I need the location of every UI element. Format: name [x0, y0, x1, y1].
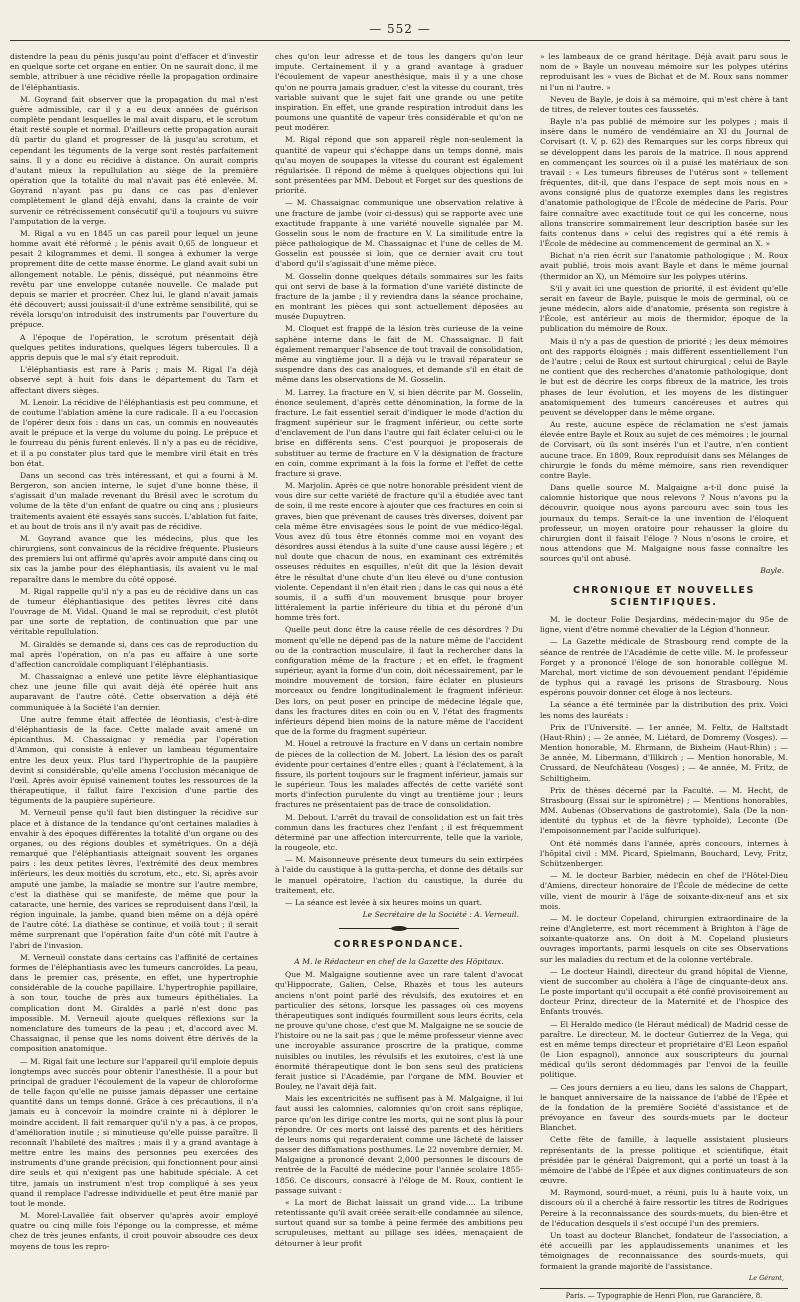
paragraph: » les lambeaux de ce grand héritage. Déjà avait paru sous le nom de » Bayle un nouveau mémoire sur les polypes utérins reproduisant les » vues de Bichat et de M. Roux sans nommer ni l'un ni l'autre. » [540, 52, 788, 92]
column-2 [275, 52, 523, 1248]
paragraph: Cette fête de famille, à laquelle assistaient plusieurs représentants de la presse politique et scientifique, était présidée par le général Daigremont, qui a porté un toast à la mémoire de l'abbé de l'Épée et aux dignes continuateurs de son œuvre. [540, 1135, 788, 1186]
paragraph: « La mort de Bichat laissait un grand vide.... La tribune retentissante qu'il avait créée serait-elle condamnée au silence, surtout quand sur sa tombe à peine fermée des ambitions peu scrupuleuses, mettant au pillage ses idées, menaçaient de détourner à leur profit [275, 1197, 523, 1248]
paragraph: — La séance est levée à six heures moins un quart. [285, 897, 483, 907]
paragraph: Prix de thèses décerné par la Faculté. — M. Hecht, de Strasbourg (Essai sur le spiromètre) ; — Mentions honorables, MM. Aubenas (Observations de gastrotomie), Sala (De la non-identité du typhus et de la fièvre typhoïde), Leconte (De l'empoisonnement par l'acide sulfurique). [540, 785, 788, 836]
paragraph: S'il y avait ici une question de priorité, il est évident qu'elle serait en faveur de Bayle, puisque le mois de germinal, où ce jeune médecin, alors aide d'anatomie, présenta son registre à l'École, est antérieur au mois de thermidor, époque de la publication du mémoire de Roux. [540, 283, 788, 334]
chronique-heading: CHRONIQUE ET NOUVELLES SCIENTIFIQUES. [573, 584, 755, 609]
paragraph: — La Gazette médicale de Strasbourg rend compte de la séance de rentrée de l'Académie de cette ville. M. le professeur Forget y a prononcé l'éloge de son honorable collègue M. Marchal, mort victime de son dévouement pendant l'épidémie de typhus qui a ravagé les prisons de Strasbourg. Nous espérons pouvoir donner cet éloge à nos lecteurs. [540, 637, 788, 698]
paragraph: M. Giraldès se demande si, dans ces cas de reproduction du mal après l'opération, on n'a pas eu affaire à une sorte d'affection cancroïdale compliquant l'éléphantiasis. [10, 639, 258, 669]
paragraph: Ont été nommés dans l'année, après concours, internes à l'hôpital civil : MM. Picard, Spielmann, Bouchard, Levy, Fritz, Schützenberger. [540, 838, 788, 868]
paragraph: M. Gosselin donne quelques détails sommaires sur les faits qui ont servi de base à la formation d'une variété distincte de fracture de la jambe ; il y reviendra dans la séance prochaine, en montrant les pièces qui sont actuellement déposées au musée Dupuytren. [275, 271, 523, 322]
paragraph: M. Rigal répond que son appareil règle non-seulement la quantité de vapeur qui s'échappe dans un temps donné, mais qu'au moyen de soupapes la vitesse du courant est également régularisée. Il répond de même à quelques objections qui lui sont présentées par MM. Debout et Forget sur des questions de priorité. [275, 135, 523, 196]
column-1 [10, 52, 258, 1251]
paragraph: M. Verneuil pense qu'il faut bien distinguer la récidive sur place et à distance de la tendance qu'ont certaines maladies à envahir à des époques différentes la totalité d'un organe ou des organes, ou des régions doubles et symétriques. On a déjà remarqué que l'éléphantiasis atteignait souvent les organes pairs : les deux petites lèvres, l'extrémité des deux membres inférieurs, les deux moitiés du scrotum, etc., etc. Si, après avoir amputé une jambe, la maladie se montre sur l'autre membre, c'est la diathèse qui se manifeste, de même que pour la cataracte, une hernie, des varices se reproduisent dans l'œil, la région inguinale, la jambe, quand bien même on a déjà opéré de l'autre côté. La diathèse se continue, et voilà tout ; il serait même surprenant que l'opération faite d'un côté mît l'autre à l'abri de l'invasion. [10, 808, 258, 950]
paragraph: Dans quelle source M. Malgaigne a-t-il donc puisé la calomnie historique que nous relevons ? Nous n'avons pu la découvrir, quoique nous ayons parcouru avec soin tous les journaux du temps. Serait-ce la une invention de l'éloquent professeur, un moyen oratoire pour rehausser la gloire du chirurgien dont il faisait l'éloge ? Nous n'osons le croire, et nous attendons que M. Malgaigne nous fasse connaître les sources qu'il ont abusé. [540, 483, 788, 564]
paragraph: — M. Maisonneuve présente deux tumeurs du sein extirpées à l'aide du caustique à la gutta-percha, et donne des détails sur le manuel opératoire, l'action du caustique, la durée du traitement, etc. [275, 855, 523, 895]
paragraph: M. Debout. L'arrêt du travail de consolidation est un fait très commun dans les fractures chez l'enfant ; il est fréquemment déterminé par une affection intercurrente, telle que la variole, la rougeole, etc. [275, 812, 523, 853]
paragraph: M. Larrey. La fracture en V, si bien décrite par M. Gosselin, énonce seulement, d'après cette dénomination, la forme de la fracture. Le fait essentiel serait d'indiquer le mode d'action du fragment supérieur sur le fragment inférieur, ou cette sorte d'enclavement de l'un dans l'autre qui fait éclater celui-ci ou le brise en différents sens. C'est pourquoi je proposerais de substituer au terme de fracture en V la désignation de fracture en coin, comme exprimant à la fois la forme et l'effet de cette fracture si grave. [275, 387, 523, 478]
paragraph: Dans un second cas très intéressant, et qui a fourni à M. Bergeron, son ancien interne, le sujet d'une bonne thèse, il s'agissait d'un malade revenant du Brésil avec le scrotum du volume de la tête d'un enfant de quatre ou cinq ans ; plusieurs traitements avaient été essayés sans succès. L'ablation fut faite, et au bout de trois ans il n'y avait pas de récidive. [10, 470, 258, 531]
paragraph: — M. le docteur Barbier, médecin en chef de l'Hôtel-Dieu d'Amiens, directeur honoraire de l'École de médecine de cette ville, vient de mourir à l'âge de soixante-dix-neuf ans et six mois. [540, 871, 788, 911]
footer-rule [540, 1288, 788, 1289]
paragraph: — Le docteur Haindl, directeur du grand hôpital de Vienne, vient de succomber au choléra à l'âge de cinquante-deux ans. Le poste important qu'il occupait a été confié provisoirement au docteur Prinz, directeur de la Maternité et de l'hospice des Enfants trouvés. [540, 966, 788, 1017]
correspondence-heading: CORRESPONDANCE. [333, 939, 465, 951]
paragraph: — M. Rigal fait une lecture sur l'appareil qu'il emploie depuis longtemps avec succès pour obtenir l'anesthésie. Il a pour but principal de graduer l'écoulement de la vapeur de chloroforme de telle façon qu'elle ne puisse jamais dépasser une certaine quantité dans un temps donné. Grâce à ces précautions, il n'a jamais eu à concevoir la moindre crainte ni à déplorer le moindre accident. Il fait remarquer qu'il n'y a pas, à ce propos, d'amélioration inutile ; si minutieuse qu'elle puisse paraître. Il reconnaît l'habileté des maîtres ; mais il y a grand avantage à mettre entre les mains des personnes peu exercées des instruments d'une grande précision, qui fonctionnent pour ainsi dire seuls et qui n'exigent pas une habitude spéciale. A cet titre, jamais un instrument n'est trop compliqué à ses yeux quand il remplace l'adresse individuelle et peut être manié par tout le monde. [10, 1056, 258, 1208]
paragraph: La séance a été terminée par la distribution des prix. Voici les noms des lauréats : [540, 700, 788, 720]
header-rule [10, 40, 790, 41]
paragraph: M. Houel a retrouvé la fracture en V dans un certain nombre de pièces de la collection de M. Jobert. La lésion des os paraît évidente pour certaines d'entre elles ; quant à l'éclatement, à la fissure, ils portent toujours sur le fragment inférieur, jamais sur le supérieur. Tous les malades affectés de cette variété sont morts d'infection purulente du vingt au trentième jour ; leurs fractures ne présentaient pas de trace de consolidation. [275, 739, 523, 810]
salutation: A M. le Rédacteur en chef de la Gazette des Hôpitaux. [294, 956, 504, 966]
paragraph: L'éléphantiasis est rare à Paris ; mais M. Rigal l'a déjà observé sept à huit fois dans le département du Tarn et affectant divers sièges. [10, 365, 258, 395]
paragraph: M. Goyrand fait observer que la propagation du mal n'est guère admissible, car il y a eu deux années de guérison complète pendant lesquelles le mal avait disparu, et le scrotum était resté souple et normal. D'ailleurs cette propagation aurait dû partir du gland et progresser de là jusqu'au scrotum, et cependant les téguments de la verge sont restés parfaitement sains. Il y a donc eu récidive à distance. On aurait compris d'autant mieux la repullulation au siège de la première opération que la totalité du mal n'avait pas été enlevée. M. Goyrand n'ayant pas pu dans ce cas pas d'enlever complètement le gland déjà envahi, dans la crainte de voir survenir ce rétrécissement consécutif qu'il a toujours vu suivre l'amputation de la verge. [10, 94, 258, 226]
paragraph: M. Morel-Lavallée fait observer qu'après avoir employé quatre ou cinq mille fois l'éponge ou la compresse, et même chez de très jeunes enfants, il croit pouvoir absoudre ces deux moyens de tous les repro- [10, 1211, 258, 1251]
paragraph: — Ces jours derniers a eu lieu, dans les salons de Chappart, le banquet anniversaire de la naissance de l'abbé de l'Épée et de la fondation de la première Société d'assistance et de prévoyance en faveur des sourds-muets par le docteur Blanchet. [540, 1082, 788, 1133]
paragraph: M. Raymond, sourd-muet, a réuni, puis lu à haute voix, un discours où il a cherché à faire ressortir les titres de Rodrigues Pereire à la reconnaissance des sourds-muets, du bien-être et de l'éducation desquels il s'est occupé l'un des premiers. [540, 1188, 788, 1228]
paragraph: Prix de l'Université. — 1er année, M. Feltz, de Haltstadt (Haut-Rhin) ; — 2e année, M. Liétard, de Domremy (Vosges). — Mention honorable, M. Ehrmann, de Bixheim (Haut-Rhin) ; — 3e année, M. Libermann, d'Illkirch ; — Mention honorable, M. Crussard, de Neufchâteau (Vosges) ; — 4e année, M. Fritz, de Schiltigheim. [540, 722, 788, 783]
paragraph: M. Goyrand avance que les médecins, plus que les chirurgiens, sont convaincus de la récidive fréquente. Plusieurs des premiers lui ont affirmé qu'après avoir amputé dans cinq ou six cas la jambe pour des éléphantiasis, ils avaient vu le mal reparaître dans le membre du côté opposé. [10, 533, 258, 584]
paragraph: M. Cloquet est frappé de la lésion très curieuse de la veine saphène interne dans le fait de M. Chassaignac. Il fait également remarquer l'absence de tout travail de consolidation, même au vingtième jour. Il a déjà vu le travail réparateur se suspendre dans des cas analogues, et demande s'il en était de même dans les observations de M. Gosselin. [275, 324, 523, 385]
printer-line: Paris. — Typographie de Henri Plon, rue Garancière, 8. [565, 1292, 763, 1301]
page-number: — 552 — [369, 22, 431, 36]
paragraph: Une autre femme était affectée de léontiasis, c'est-à-dire d'éléphantiasis de la face. Cette malade avait amené un épicanthus. M. Chassaignac y remédia par l'opération d'Ammon, qui consiste à enlever un lambeau tégumentaire entre les deux yeux. Plus tard l'hypertrophie de la paupière devint si considérable, qu'elle amena l'occlusion mécanique de l'œil. Après avoir épuisé vainement toutes les ressources de la thérapeutique, il fallut faire l'excision d'une partie des téguments de la paupière supérieure. [10, 714, 258, 806]
paragraph: M. Verneuil constate dans certains cas l'affinité de certaines formes de l'éléphantiasis avec les tumeurs cancroïdes. La peau, dans le premier cas, présente, en effet, une hypertrophie considérable de la couche papillaire. L'hypertrophie papillaire, à son tour, touche de près aux tumeurs épithéliales. La complication dont M. Giraldès a parlé n'est donc pas impossible. M. Verneuil ajoute quelques réflexions sur la nomenclature des tumeurs de la peau ; et, d'accord avec M. Chassaignac, il pense que les noms doivent être dérivés de la composition anatomique. [10, 952, 258, 1054]
paragraph: M. Rigal a vu en 1845 un cas pareil pour lequel un jeune homme avait été réformé ; le pénis avait 0,65 de longueur et pesait 2 kilogrammes et demi. Il songea à exhumer la verge proprement dite de cette masse énorme. Le gland avait subi un allongement notable. Le pénis, disséqué, put néanmoins être revêtu par une enveloppe cutanée nouvelle. Ce malade put depuis se marier et procréer. Chez lui, le gland n'avait jamais été découvert; aussi jouissait-il d'une extrême sensibilité, qui se révéla lorsqu'on introduisit des instruments par l'ouverture du prépuce. [10, 228, 258, 330]
column-3 [540, 52, 788, 1301]
paragraph: Neveu de Bayle, je dois à sa mémoire, qui m'est chère à tant de titres, de relever toutes ces faussetés. [540, 94, 788, 114]
gerant-label: Le Gérant, [748, 1273, 784, 1282]
secretary-signature: Le Secrétaire de la Société : A. Verneuil. [362, 910, 519, 920]
paragraph: Un toast au docteur Blanchet, fondateur de l'association, a été accueilli par les applaudissements unanimes et les témoignages de reconnaissance des sourds-muets, qui formaient la grande majorité de l'assistance. [540, 1231, 788, 1271]
paragraph: M. Lenoir. La récidive de l'éléphantiasis est peu commune, et de coutume l'ablation amène la cure radicale. Il a eu l'occasion de l'opérer deux fois : dans un cas, un commis en nouveautés avait le prépuce et la verge du volume du poing. Le prépuce et le fourreau du pénis furent enlevés. Il n'y a pas eu de récidive, et il a pu constater plus tard que le membre viril était en très bon état. [10, 397, 258, 468]
paragraph: ches qu'on leur adresse et de tous les dangers qu'on leur impute. Certainement il y a grand avantage à graduer l'écoulement de vapeur anesthésique, mais il y a une chose qu'on ne pourra jamais graduer, c'est la vitesse du courant, très variable suivant que le sujet fait une grande ou une petite inspiration. En effet, une grande respiration introduit dans les poumons une quantité de vapeur très considérable et qu'on ne peut modérer. [275, 52, 523, 133]
ornament-rule [339, 926, 459, 931]
paragraph: Mais les excentricités ne suffisent pas à M. Malgaigne, il lui faut aussi les calomnies, calomnies qu'on croit sans réplique, parce qu'on les dirige contre les morts, qui ne sont plus là pour répondre. Or ces morts ont laissé des parents et des héritiers de leurs noms qui regarderaient comme une lâcheté de laisser passer des diffamations posthumes. Le 22 novembre dernier, M. Malgaigne a prononcé devant 2,000 personnes le discours de rentrée de la Faculté de médecine pour l'année scolaire 1855-1856. Ce discours, consacré à l'éloge de M. Roux, contient le passage suivant : [275, 1094, 523, 1195]
paragraph: M. le docteur Folie Desjardins, médecin-major du 95e de ligne, vient d'être nommé chevalier de la Légion d'honneur. [540, 615, 788, 635]
paragraph: — M. Chassaignac communique une observation relative à une fracture de jambe (voir ci-dessus) qui se rapporte avec une exactitude frappante à une variété nouvelle signalée par M. Gosselin sous le nom de fracture en V. La similitude entre la pièce pathologique de M. Chassaignac et l'une de celles de M. Gosselin est poussée si loin, que ce dernier avait cru tout d'abord qu'il s'agissait d'une même pièce. [275, 198, 523, 269]
paragraph: Que M. Malgaigne soutienne avec un rare talent d'avocat qu'Hippocrate, Galien, Celse, Rhazès et tous les auteurs anciens n'ont point parlé des révulsifs, des exutoires et en particulier des sétons, lorsque les passages où ces moyens thérapeutiques sont indiqués fourmillent sous leurs écrits, cela ne prouve qu'une chose, c'est que M. Malgaigne ne se soucie de l'histoire ou ne la sait pas ; que le même professeur vienne avec une incroyable assurance proscrire de la pratique, comme nuisibles ou inutiles, les révulsifs et les exutoires, c'est là une énormité thérapeutique dont le bon sens seul des praticiens ferait justice si l'Académie, par l'organe de MM. Bouvier et Bouley, ne l'avait déjà fait. [275, 970, 523, 1092]
paragraph: M. Marjolin. Après ce que notre honorable président vient de vous dire sur cette variété de fracture qu'il a étudiée avec tant de soin, il me reste encore à ajouter que ces fractures en coin si graves, bien que prévenant de causes très diverses, doivent par cela même être envisagées sous le point de vue médico-légal. Vous avez dû tous être étonnés comme moi en voyant des désordres aussi étendus à la suite d'une cause aussi légère ; et nul doute que chacun de nous, en examinant ces extrémités osseuses réduites en esquilles, n'eût dit que la lésion devait être le résultat d'une chute d'un lieu élevé ou d'une contusion violente. Cependant il n'en était rien ; dans le cas qui nous a été soumis, il a suffi d'un mouvement brusque pour broyer littéralement la partie inférieure du tibia et du péroné d'un homme très fort. [275, 481, 523, 623]
paragraph: Bayle n'a pas publié de mémoire sur les polypes ; mais il insère dans le numéro de vendémiaire an XI du Journal de Corvisart (t. V, p. 62) des Remarques sur les corps fibreux qui se développent dans les parois de la matrice. Il nous apprend en commençant les sources où il a puisé les matériaux de son travail : « Les tumeurs fibreuses de l'utérus sont » tellement fréquentes, dit-il, que dans l'espace de sept mois nous en » avons consigné plus de quatorze exemples dans les registres d'anatomie pathologique de l'École de médecine de Paris. Pour faire connaître avec exactitude tout ce qui les concerne, nous allons transcrire sommairement leur description basée sur les faits contenus dans » celui des registres qui a été remis à l'École de médecine au commencement de germinal an X. » [540, 117, 788, 249]
bayle-signature: Bayle. [760, 566, 784, 576]
paragraph: — M. le docteur Copeland, chirurgien extraordinaire de la reine d'Angleterre, est mort récemment à Brighton à l'âge de soixante-quatorze ans. On doit à M. Copeland plusieurs ouvrages importants, parmi lesquels on cite ses Observations sur les maladies du rectum et de la colonne vertébrale. [540, 913, 788, 964]
paragraph: distendre la peau du pénis jusqu'au point d'effacer et d'investir en quelque sorte cet organe en entier. On ne saurait donc, il me semble, attribuer à une récidive réelle la propagation ordinaire de l'éléphantiasis. [10, 52, 258, 92]
paragraph: Quelle peut donc être la cause réelle de ces désordres ? Du moment qu'elle ne dépend pas de la nature même de l'accident ou de la contraction musculaire, il faut la rechercher dans la configuration même de la fracture ; et en effet, le fragment supérieur, ayant la forme d'un coin, doit nécessairement, par le moindre mouvement de torsion, faire éclater en plusieurs morceaux ou fendre longitudinalement le fragment inférieur. Des lors, on peut poser en principe de médecine légale que, dans les fractures dites en coin ou en V, l'état des fragments inférieurs dépend bien moins de la nature même de l'accident que de la forme du fragment supérieur. [275, 625, 523, 737]
paragraph: Mais il n'y a pas de question de priorité ; les deux mémoires ont des rapports éloignés ; mais diffèrent essentiellement l'un de l'autre ; celui de Roux est surtout chirurgical ; celui de Bayle ne contient que des recherches d'anatomie pathologique, dont le but est de décrire les corps fibreux de la matrice, les trois phases de leur évolution, et les moyens de les distinguer anatomiquement des tumeurs cancéreuses et autres qui peuvent se développer dans le même organe. [540, 336, 788, 417]
paragraph: Au reste, aucune espèce de réclamation ne s'est jamais élevée entre Bayle et Roux au sujet de ces mémoires ; le journal de Corvisart, où ils sont insérés l'un et l'autre, n'en contient aucune trace. En 1809, Roux reproduisit dans ses Mélanges de chirurgie le fonds du même mémoire, sans rien revendiquer contre Bayle. [540, 420, 788, 480]
paragraph: — El Heraldo medico (le Héraut médical) de Madrid cesse de paraître. Le directeur, M. le docteur Gutierrez de la Vega, qui est en même temps directeur et propriétaire d'El Leon español (le Lion espagnol), annonce aux souscripteurs du journal médical qu'ils seront dédommagés par l'envoi de la feuille politique. [540, 1019, 788, 1080]
paragraph: M. Chassaignac a enlevé une petite lèvre éléphantiasique chez une jeune fille qui avait déjà été opérée huit ans auparavant de l'autre côté. Cette observation a déjà été communiquée à la Société l'an dernier. [10, 672, 258, 712]
paragraph: A l'époque de l'opération, le scrotum présentait déjà quelques petites indurations, quelques légers tubercules. Il a appris depuis que le mal s'y était reproduit. [10, 332, 258, 362]
paragraph: Bichat n'a rien écrit sur l'anatomie pathologique ; M. Roux avait publié, trois mois avant Bayle et dans le même journal (thermidor an X), un Mémoire sur les polypes utérins. [540, 251, 788, 281]
paragraph: M. Rigal rappelle qu'il n'y a pas eu de récidive dans un cas de tumeur éléphantiasique des petites lèvres cité dans l'ouvrage de M. Vidal. Quand le mal se reproduit, c'est plutôt par une sorte de reptation, de continuation que par une véritable repullulation. [10, 586, 258, 637]
